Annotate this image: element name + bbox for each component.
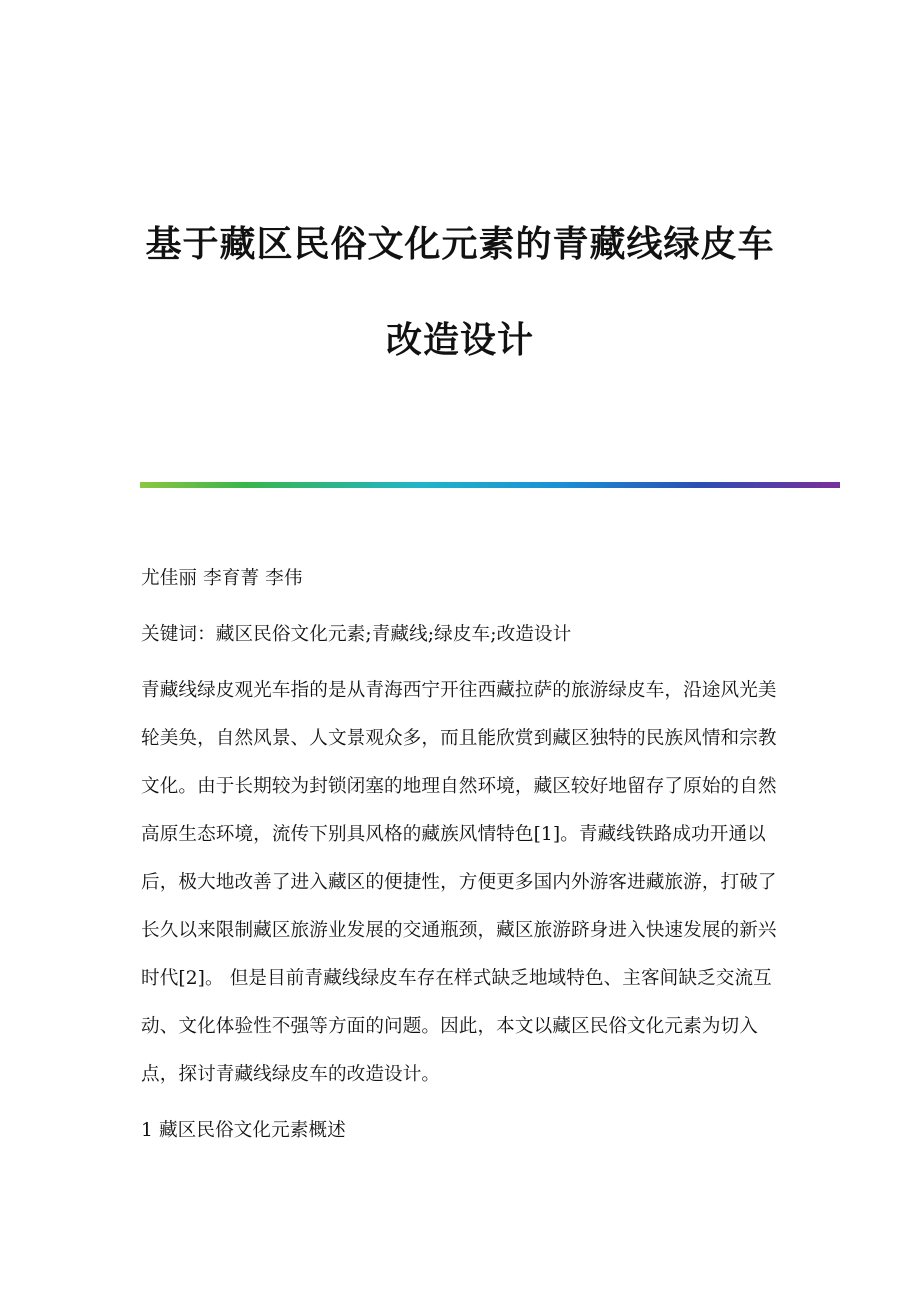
body-line: 点，探讨青藏线绿皮车的改造设计。 (141, 1064, 441, 1085)
body-line: 动、文化体验性不强等方面的问题。因此，本文以藏区民俗文化元素为切入 (141, 1016, 758, 1037)
section-heading: 1 藏区民俗文化元素概述 (141, 1120, 346, 1141)
body-line: 长久以来限制藏区旅游业发展的交通瓶颈，藏区旅游跻身进入快速发展的新兴 (141, 920, 777, 941)
body-line: 后，极大地改善了进入藏区的便捷性，方便更多国内外游客进藏旅游，打破了 (141, 872, 777, 893)
document-title-line-2: 改造设计 (385, 320, 534, 361)
document-title-line-1: 基于藏区民俗文化元素的青藏线绿皮车 (145, 224, 775, 265)
body-line: 青藏线绿皮观光车指的是从青海西宁开往西藏拉萨的旅游绿皮车，沿途风光美 (141, 680, 777, 701)
keywords: 关键词：藏区民俗文化元素;青藏线;绿皮车;改造设计 (141, 624, 572, 645)
authors: 尤佳丽 李育菁 李伟 (141, 568, 303, 589)
body-line: 高原生态环境，流传下别具风格的藏族风情特色[1]。青藏线铁路成功开通以 (141, 824, 766, 845)
body-line: 轮美奂，自然风景、人文景观众多，而且能欣赏到藏区独特的民族风情和宗教 (141, 728, 777, 749)
body-line: 时代[2]。 但是目前青藏线绿皮车存在样式缺乏地域特色、主客间缺乏交流互 (141, 968, 772, 989)
gradient-divider (140, 482, 840, 488)
body-line: 文化。由于长期较为封锁闭塞的地理自然环境，藏区较好地留存了原始的自然 (141, 776, 777, 797)
